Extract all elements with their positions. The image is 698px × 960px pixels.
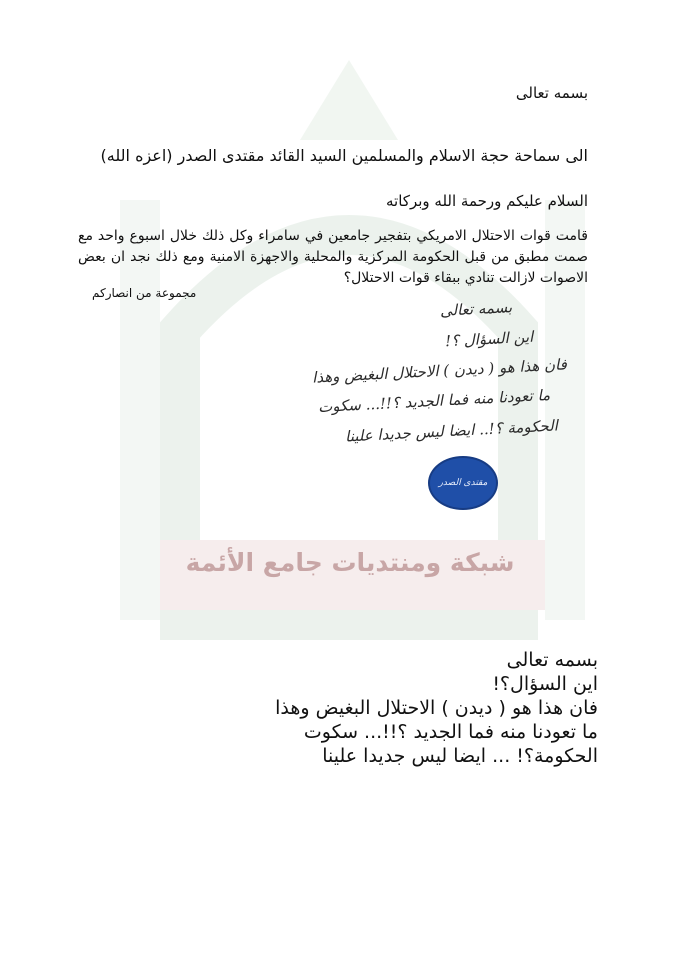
letter-signature: مجموعة من انصاركم <box>92 286 197 300</box>
handwritten-line: بسمه تعالى <box>439 298 513 320</box>
seal-stamp: مقتدى الصدر <box>428 456 498 510</box>
handwritten-line: ما تعودنا منه فما الجديد ؟!!... سكوت <box>317 385 551 417</box>
typed-line: الحكومة؟! ... ايضا ليس جديدا علينا <box>322 745 598 767</box>
typed-line: ما تعودنا منه فما الجديد ؟!!... سكوت <box>303 721 598 743</box>
typed-line: اين السؤال؟! <box>492 673 598 695</box>
typed-line: فان هذا هو ( ديدن ) الاحتلال البغيض وهذا <box>275 697 598 719</box>
handwritten-line: فان هذا هو ( ديدن ) الاحتلال البغيض وهذا <box>311 355 568 387</box>
letter-opening: بسمه تعالى <box>515 84 588 102</box>
letter-greeting: السلام عليكم ورحمة الله وبركاته <box>386 192 588 210</box>
typed-line: بسمه تعالى <box>506 649 598 671</box>
typed-reply <box>275 648 598 768</box>
handwritten-line: الحكومة ؟!.. ايضا ليس جديدا علينا <box>344 416 559 446</box>
handwritten-line: اين السؤال ؟! <box>444 327 534 351</box>
watermark-text: شبكة ومنتديات جامع الأئمة <box>185 548 515 577</box>
letter-addressee: الى سماحة حجة الاسلام والمسلمين السيد القائد مقتدى الصدر (اعزه الله) <box>100 146 588 165</box>
letter-body: قامت قوات الاحتلال الامريكي بتفجير جامعين في سامراء وكل ذلك خلال اسبوع واحد مع صمت مطبق من قبل الحكومة المركزية والمحلية والاجهزة الامنية ومع ذلك نجد ان بعض الاصوات لازالت تنادي ببقاء قوات الاحتلال؟ <box>78 228 588 286</box>
